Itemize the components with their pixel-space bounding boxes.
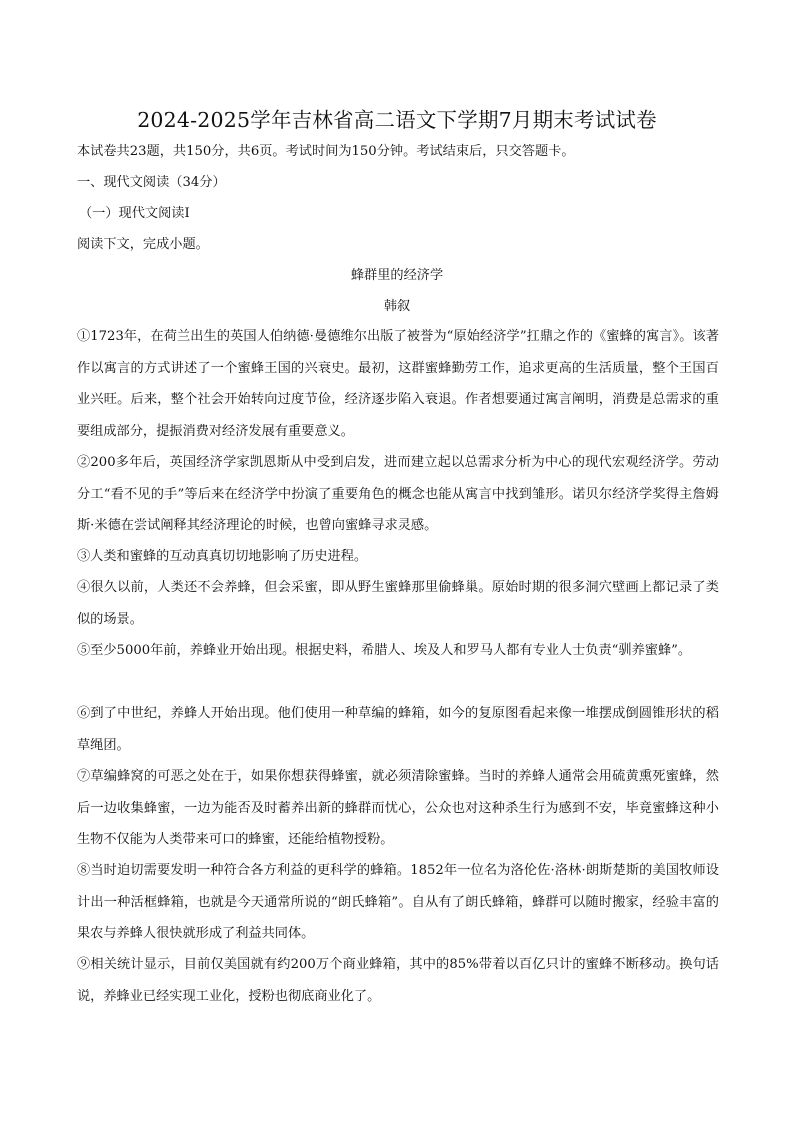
- paragraph-2: ②200多年后，英国经济学家凯恩斯从中受到启发，进而建立起以总需求分析为中心的现代宏观经济学。劳动分工“看不见的手”等后来在经济学中扮演了重要角色的概念也能从寓言中找到雏形。诺贝尔经济学奖得主詹姆斯·米德在尝试阐释其经济理论的时候，也曾向蜜蜂寻求灵感。: [77, 455, 719, 533]
- subsection-heading: （一）现代文阅读Ⅰ: [79, 206, 190, 221]
- article-author: 韩叙: [383, 299, 411, 314]
- paragraph-3: ③人类和蜜蜂的互动真真切切地影响了历史进程。: [77, 549, 368, 564]
- exam-intro: 本试卷共23题，共150分，共6页。考试时间为150分钟。考试结束后，只交答题卡。: [77, 144, 575, 159]
- paragraph-1: ①1723年，在荷兰出生的英国人伯纳德·曼德维尔出版了被誉为“原始经济学”扛鼎之作的《蜜蜂的寓言》。该著作以寓言的方式讲述了一个蜜蜂王国的兴衰史。最初，这群蜜蜂勤劳工作，追求更高的生活质量，整个王国百业兴旺。后来，整个社会开始转向过度节俭，经济逐步陷入衰退。作者想要通过寓言阐明，消费是总需求的重要组成部分，提振消费对经济发展有重要意义。: [77, 329, 719, 439]
- paragraph-5: ⑤至少5000年前，养蜂业开始出现。根据史料，希腊人、埃及人和罗马人都有专业人士负责“驯养蜜蜂”。: [77, 643, 692, 658]
- paragraph-7: ⑦草编蜂窝的可恶之处在于，如果你想获得蜂蜜，就必须清除蜜蜂。当时的养蜂人通常会用硫黄熏死蜜蜂，然后一边收集蜂蜜，一边为能否及时蓄养出新的蜂群而忧心，公众也对这种杀生行为感到不安，毕竟蜜蜂这种小生物不仅能为人类带来可口的蜂蜜，还能给植物授粉。: [77, 769, 719, 847]
- paragraph-4: ④很久以前，人类还不会养蜂，但会采蜜，即从野生蜜蜂那里偷蜂巢。原始时期的很多洞穴壁画上都记录了类似的场景。: [77, 580, 719, 627]
- exam-title: 2024-2025学年吉林省高二语文下学期7月期末考试试卷: [137, 108, 657, 132]
- article-title: 蜂群里的经济学: [350, 268, 444, 283]
- section-heading: 一、现代文阅读（34分）: [77, 175, 226, 190]
- paragraph-6: ⑥到了中世纪，养蜂人开始出现。他们使用一种草编的蜂箱，如今的复原图看起来像一堆摆成倒圆锥形状的稻草绳团。: [77, 706, 719, 753]
- reading-instruction: 阅读下文，完成小题。: [77, 237, 209, 252]
- paragraph-8: ⑧当时迫切需要发明一种符合各方利益的更科学的蜂箱。1852年一位名为洛伦佐·洛林·朗斯楚斯的美国牧师设计出一种活框蜂箱，也就是今天通常所说的“朗氏蜂箱”。自从有了朗氏蜂箱，蜂群可以随时搬家，经验丰富的果农与养蜂人很快就形成了利益共同体。: [77, 863, 719, 941]
- paragraph-9: ⑨相关统计显示，目前仅美国就有约200万个商业蜂箱，其中的85%带着以百亿只计的蜜蜂不断移动。换句话说，养蜂业已经实现工业化，授粉也彻底商业化了。: [77, 957, 719, 1004]
